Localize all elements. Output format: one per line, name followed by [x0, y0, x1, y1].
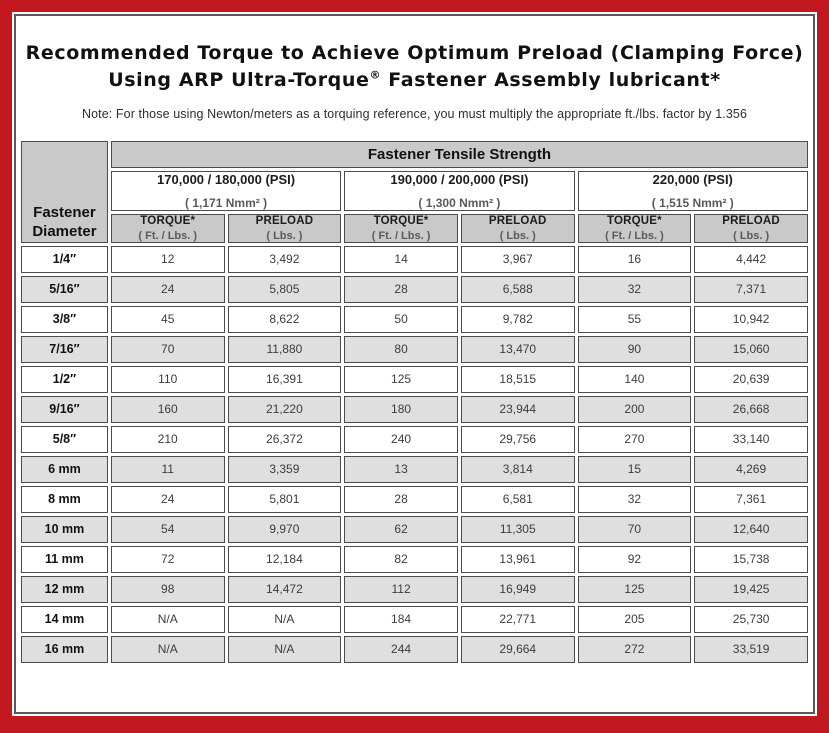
table-row: [21, 576, 808, 603]
col-header-label: TORQUE*: [606, 214, 662, 227]
row-diameter: 16 mm: [21, 636, 108, 663]
row-value: 26,668: [694, 396, 808, 423]
row-diameter: 3/8″: [21, 306, 108, 333]
row-value: 5,801: [228, 486, 342, 513]
row-value: 160: [111, 396, 225, 423]
row-diameter: 6 mm: [21, 456, 108, 483]
table-row: [21, 546, 808, 573]
col-header-torque-2: [344, 214, 458, 243]
row-value: 11,305: [461, 516, 575, 543]
row-value: 12,640: [694, 516, 808, 543]
col-header-unit: ( Ft. / Lbs. ): [605, 229, 664, 242]
row-diameter: 8 mm: [21, 486, 108, 513]
row-value: 20,639: [694, 366, 808, 393]
row-value: 28: [344, 486, 458, 513]
row-value: 15,738: [694, 546, 808, 573]
row-value: 10,942: [694, 306, 808, 333]
col-header-unit: ( Lbs. ): [499, 229, 536, 242]
row-value: 12: [111, 246, 225, 273]
row-value: 62: [344, 516, 458, 543]
table-row: [21, 396, 808, 423]
row-value: 112: [344, 576, 458, 603]
row-value: 29,756: [461, 426, 575, 453]
row-value: 180: [344, 396, 458, 423]
row-value: 6,581: [461, 486, 575, 513]
row-value: 70: [111, 336, 225, 363]
row-value: 7,371: [694, 276, 808, 303]
table-row: [21, 516, 808, 543]
table-row: [21, 606, 808, 633]
row-value: 244: [344, 636, 458, 663]
row-value: 26,372: [228, 426, 342, 453]
psi-group-1: [111, 171, 341, 211]
table-row: [21, 426, 808, 453]
row-value: 14,472: [228, 576, 342, 603]
col-header-torque-1: [111, 214, 225, 243]
row-value: 32: [578, 486, 692, 513]
row-value: 3,967: [461, 246, 575, 273]
row-diameter: 12 mm: [21, 576, 108, 603]
row-value: 9,970: [228, 516, 342, 543]
table-row: [21, 366, 808, 393]
row-value: 15,060: [694, 336, 808, 363]
page-title-line2: [24, 67, 805, 94]
row-diameter: 7/16″: [21, 336, 108, 363]
table-row: [21, 486, 808, 513]
row-value: N/A: [111, 636, 225, 663]
row-value: 19,425: [694, 576, 808, 603]
row-value: 45: [111, 306, 225, 333]
row-value: 125: [578, 576, 692, 603]
tensile-strength-header: Fastener Tensile Strength: [111, 141, 808, 168]
row-diameter: 1/2″: [21, 366, 108, 393]
row-diameter: 5/16″: [21, 276, 108, 303]
table-row: [21, 246, 808, 273]
row-diameter: 5/8″: [21, 426, 108, 453]
row-value: 55: [578, 306, 692, 333]
row-diameter: 1/4″: [21, 246, 108, 273]
col-header-unit: ( Lbs. ): [733, 229, 770, 242]
row-value: 33,519: [694, 636, 808, 663]
row-value: 110: [111, 366, 225, 393]
fastener-diameter-header: Fastener Diameter: [21, 141, 108, 243]
torque-preload-header-row: [21, 214, 808, 243]
row-value: 15: [578, 456, 692, 483]
row-value: 13,961: [461, 546, 575, 573]
row-value: 3,814: [461, 456, 575, 483]
row-value: 14: [344, 246, 458, 273]
row-value: 6,588: [461, 276, 575, 303]
psi-group-2-psi: 190,000 / 200,000 (PSI): [390, 171, 529, 187]
row-value: 24: [111, 276, 225, 303]
col-header-label: TORQUE*: [140, 214, 196, 227]
row-value: 80: [344, 336, 458, 363]
row-value: 25,730: [694, 606, 808, 633]
page-title-line1: Recommended Torque to Achieve Optimum Preload (Clamping Force): [25, 42, 804, 64]
row-value: 3,492: [228, 246, 342, 273]
title-line2-text-end: Fastener Assembly lubricant*: [381, 68, 721, 91]
row-value: 184: [344, 606, 458, 633]
row-value: 13: [344, 456, 458, 483]
row-value: 70: [578, 516, 692, 543]
row-value: 9,782: [461, 306, 575, 333]
col-header-unit: ( Ft. / Lbs. ): [371, 229, 431, 242]
group-header-row: [21, 141, 808, 168]
conversion-note: Note: For those using Newton/meters as a torquing reference, you must multiply the appropriate ft./lbs. factor by 1.356: [81, 106, 747, 121]
title-block: [16, 16, 813, 121]
table-row: [21, 336, 808, 363]
row-value: 82: [344, 546, 458, 573]
row-value: 90: [578, 336, 692, 363]
row-value: N/A: [228, 636, 342, 663]
table-row: [21, 276, 808, 303]
psi-group-2-nmm: ( 1,300 Nmm² ): [418, 195, 501, 210]
psi-group-2: [344, 171, 574, 211]
row-value: 7,361: [694, 486, 808, 513]
row-value: 18,515: [461, 366, 575, 393]
row-value: 28: [344, 276, 458, 303]
row-diameter: 10 mm: [21, 516, 108, 543]
col-header-unit: ( Ft. / Lbs. ): [138, 229, 198, 242]
row-value: 4,269: [694, 456, 808, 483]
row-value: 240: [344, 426, 458, 453]
col-header-label: TORQUE*: [373, 214, 429, 227]
row-value: 200: [578, 396, 692, 423]
col-header-label: PRELOAD: [722, 214, 780, 227]
title-line2-text: Using ARP Ultra-Torque: [108, 68, 370, 91]
row-value: 54: [111, 516, 225, 543]
col-header-preload-2: [461, 214, 575, 243]
row-value: 8,622: [228, 306, 342, 333]
registered-trademark-symbol: ®: [369, 68, 382, 82]
row-diameter: 11 mm: [21, 546, 108, 573]
row-value: 22,771: [461, 606, 575, 633]
row-value: 16: [578, 246, 692, 273]
row-diameter: 14 mm: [21, 606, 108, 633]
col-header-unit: ( Lbs. ): [266, 229, 303, 242]
table-row: [21, 306, 808, 333]
row-value: 50: [344, 306, 458, 333]
psi-group-3: [578, 171, 808, 211]
row-value: 125: [344, 366, 458, 393]
row-value: 4,442: [694, 246, 808, 273]
psi-group-1-psi: 170,000 / 180,000 (PSI): [157, 171, 296, 187]
row-value: 21,220: [228, 396, 342, 423]
col-header-preload-3: [694, 214, 808, 243]
row-value: 3,359: [228, 456, 342, 483]
row-value: 270: [578, 426, 692, 453]
psi-header-row: [21, 171, 808, 211]
row-value: N/A: [228, 606, 342, 633]
row-value: N/A: [111, 606, 225, 633]
row-value: 72: [111, 546, 225, 573]
row-value: 33,140: [694, 426, 808, 453]
row-value: 23,944: [461, 396, 575, 423]
row-diameter: 9/16″: [21, 396, 108, 423]
row-value: 11: [111, 456, 225, 483]
row-value: 98: [111, 576, 225, 603]
row-value: 92: [578, 546, 692, 573]
row-value: 12,184: [228, 546, 342, 573]
psi-group-3-nmm: ( 1,515 Nmm² ): [651, 195, 734, 210]
row-value: 140: [578, 366, 692, 393]
row-value: 16,949: [461, 576, 575, 603]
row-value: 11,880: [228, 336, 342, 363]
psi-group-1-nmm: ( 1,171 Nmm² ): [185, 195, 268, 210]
table-row: [21, 636, 808, 663]
col-header-label: PRELOAD: [255, 214, 314, 227]
row-value: 29,664: [461, 636, 575, 663]
row-value: 272: [578, 636, 692, 663]
col-header-torque-3: [578, 214, 692, 243]
row-value: 16,391: [228, 366, 342, 393]
row-value: 205: [578, 606, 692, 633]
psi-group-3-psi: 220,000 (PSI): [652, 171, 733, 187]
row-value: 13,470: [461, 336, 575, 363]
table-body: [21, 246, 808, 663]
col-header-label: PRELOAD: [488, 214, 547, 227]
row-value: 32: [578, 276, 692, 303]
row-value: 5,805: [228, 276, 342, 303]
torque-spec-table: [18, 138, 811, 666]
document-panel: [14, 14, 815, 714]
table-row: [21, 456, 808, 483]
row-value: 24: [111, 486, 225, 513]
col-header-preload-1: [228, 214, 342, 243]
row-value: 210: [111, 426, 225, 453]
